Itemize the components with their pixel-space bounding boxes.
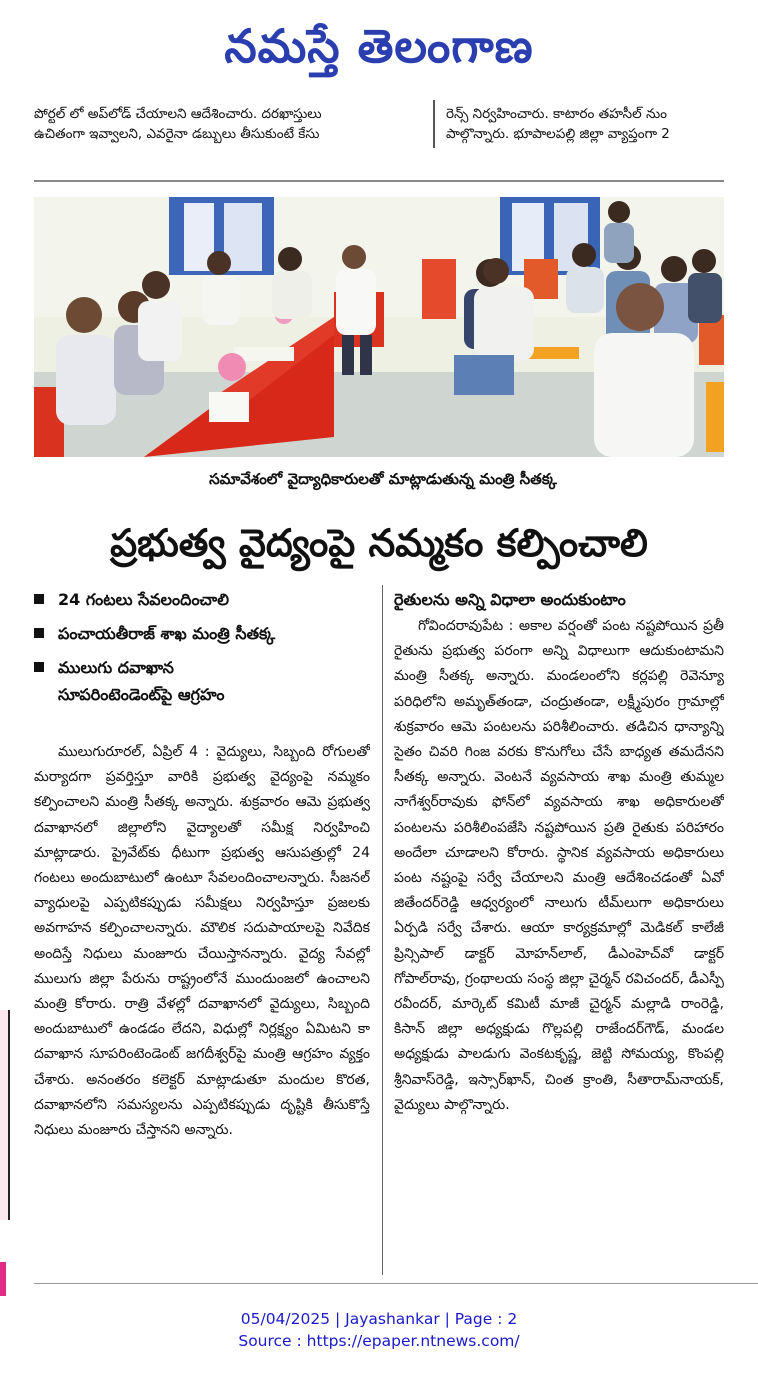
- bullet-text: 24 గంటలు సేవలందించాలి: [58, 590, 229, 609]
- prev-article-right: [446, 104, 758, 144]
- bullet-item: [34, 653, 374, 683]
- article-headline: ప్రభుత్వ వైద్యంపై నమ్మకం కల్పించాలి: [110, 521, 648, 565]
- page-edge-mark: [0, 1010, 10, 1220]
- photo-caption: సమావేశంలో వైద్యాధికారులతో మాట్లాడుతున్న మంత్రి సీతక్క: [209, 470, 557, 488]
- bullet-marker: [34, 662, 44, 672]
- newspaper-logo: నమస్తే తెలంగాణ: [224, 19, 534, 73]
- meeting-photo-illustration: [34, 197, 724, 457]
- article-right-column: [394, 614, 724, 1276]
- bullet-item: [34, 619, 374, 649]
- bullet-marker: [34, 594, 44, 604]
- column-divider: [382, 585, 383, 1275]
- prev-right-line: పాల్గొన్నారు. భూపాలపల్లి జిల్లా వ్యాప్తంగా 2: [446, 126, 670, 142]
- masthead: [0, 0, 758, 92]
- bullet-text: సూపరింటెండెంట్‌పై ఆగ్రహం: [58, 685, 225, 704]
- bottom-rule: [34, 1283, 758, 1284]
- article-right-body: గోవిందరావుపేట : అకాల వర్షంతో పంట నష్టపోయిన ప్రతీ రైతును ప్రభుత్వ పరంగా అన్ని విధాలుగా ఆదుకుంటామని మంత్రి సీతక్క అన్నారు. మండలంలోని కర్లపల్లి రెవెన్యూ పరిధిలోని అమృత్‌తండా, చంద్రుతండా, లక్ష్మీపురం గ్రామాల్లో శుక్రవారం ఆమె పంటలను పరిశీలించారు. తడిచిన ధాన్యాన్ని సైతం చివరి గింజ వరకు కొనుగోలు చేసే బాధ్యత తమదేనని సీతక్క అన్నారు. వెంటనే వ్యవసాయ శాఖ మంత్రి తుమ్మల నాగేశ్వర్‌రావుకు ఫోన్‌లో వ్యవసాయ శాఖ అధికారులతో పంటలను పరిశీలింపజేసి నష్టపోయిన ప్రతి రైతుకు పరిహారం అందేలా చూడాలని కోరారు. స్థానిక వ్యవసాయ అధికారులు పంట నష్టంపై సర్వే చేయాలని మంత్రి ఆదేశించడంతో ఏవో జితేందర్‌రెడ్డి ఆధ్వర్యంలో నాలుగు టీమ్‌లుగా అధికారులు ఏర్పడి సర్వే చేశారు. ఆయా కార్యక్రమాల్లో మెడికల్ కాలేజీ ప్రిన్సిపాల్ డాక్టర్ మోహన్‌లాల్, డీఎంహెచ్‌వో డాక్టర్ గోపాల్‌రావు, గ్రంథాలయ సంస్థ జిల్లా చైర్మన్ రవిచందర్, డీఎస్పీ రవీందర్, మార్కెట్ కమిటీ మాజీ చైర్మన్ మల్లాడి రాంరెడ్డి, కిసాన్ జిల్లా అధ్యక్షుడు గొల్లపల్లి రాజేందర్‌గౌడ్, మండల అధ్యక్షుడు పాలడుగు వెంకటకృష్ణ, జెట్టి సోమయ్య, కొంపల్లి శ్రీనివాస్‌రెడ్డి, ఇస్సార్‌ఖాన్, చింత క్రాంతి, సీతారామ్‌నాయక్, వైద్యులు పాల్గొన్నారు.: [394, 618, 724, 1113]
- bullet-item: [34, 585, 374, 615]
- footer-date-edition: 05/04/2025 | Jayashankar | Page : 2: [240, 1310, 518, 1328]
- prev-article-left: [34, 104, 424, 144]
- page-edge-mark: [0, 1262, 6, 1296]
- section-rule: [34, 180, 724, 182]
- bullet-marker: [34, 628, 44, 638]
- prev-right-line: రెన్స్ నిర్వహించారు. కాటారం తహసీల్ నుం: [446, 106, 668, 122]
- page-footer: [0, 1308, 758, 1352]
- prev-left-line: పోర్టల్ లో అప్‌లోడ్ చేయాలని ఆదేశించారు. దరఖాస్తులు: [34, 106, 322, 122]
- bullet-text: పంచాయతీరాజ్ శాఖ మంత్రి సీతక్క: [58, 624, 276, 643]
- footer-source-link[interactable]: Source : https://epaper.ntnews.com/: [238, 1332, 520, 1350]
- bullet-text: ములుగు దవాఖాన: [58, 658, 174, 677]
- prev-left-line: ఉచితంగా ఇవ్వాలని, ఎవరైనా డబ్బులు తీసుకుంటే కేసు: [34, 126, 320, 142]
- article-left-body: ములుగురూరల్, ఏప్రిల్ 4 : వైద్యులు, సిబ్బంది రోగులతో మర్యాదగా ప్రవర్తిస్తూ వారికి ప్రభుత్వ వైద్యంపై నమ్మకం కల్పించాలని మంత్రి సీతక్క అన్నారు. శుక్రవారం ఆమె ప్రభుత్వ దవాఖానలో జిల్లాలోని వైద్యాలతో సమీక్ష నిర్వహించి మాట్లాడారు. ప్రైవేట్‌కు ధీటుగా ప్రభుత్వ ఆసుపత్రుల్లో 24 గంటలు అందుబాటులో ఉంటూ సేవలందించాలన్నారు. సీజనల్ వ్యాధులపై ఎప్పటికప్పుడు సమీక్షలు నిర్వహిస్తూ ప్రజలకు అవగాహన కల్పించాలన్నారు. మౌలిక సదుపాయాలపై నివేదిక అందిస్తే నిధులు మంజూరు చేయిస్తానన్నారు. వైద్య సేవల్లో ములుగు జిల్లా పేరును రాష్ట్రంలోనే ముందుంజలో ఉంచాలని మంత్రి కోరారు. రాత్రి వేళల్లో దవాఖానలో వైద్యులు, సిబ్బంది అందుబాటులో ఉండడం లేదని, విధుల్లో నిర్లక్ష్యం ఏమిటని కా దవాఖాన సూపరింటెండెంట్ జగదీశ్వర్‌పై మంత్రి ఆగ్రహం వ్యక్తం చేశారు. అనంతరం కలెక్టర్ మాట్లాడుతూ మందుల కొరత, దవాఖానలోని సమస్యలను ఎప్పటికప్పుడు దృష్టికి తీసుకొస్తే నిధులు మంజూరు చేస్తానని అన్నారు.: [34, 744, 370, 1139]
- article-left-column: [34, 740, 370, 1276]
- news-photo: [34, 197, 724, 457]
- column-divider: [433, 100, 435, 148]
- article-subhead: రైతులను అన్ని విధాలా అందుకుంటాం: [394, 590, 626, 609]
- bullet-item-continued: [34, 680, 374, 710]
